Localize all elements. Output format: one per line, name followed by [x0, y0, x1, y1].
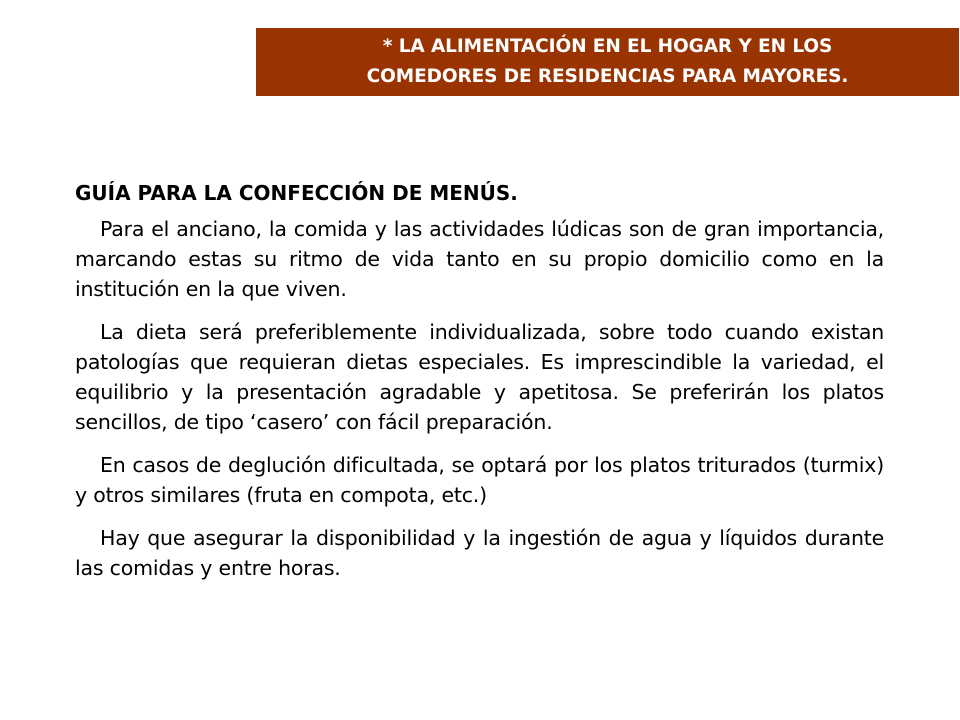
paragraph-3: En casos de deglución dificultada, se optará por los platos triturados (turmix) y otros similares (fruta en compota, etc.): [75, 453, 884, 507]
header-title-line-2: COMEDORES DE RESIDENCIAS PARA MAYORES.: [366, 66, 849, 87]
paragraph-4: Hay que asegurar la disponibilidad y la ingestión de agua y líquidos durante las comidas y entre horas.: [75, 526, 884, 580]
main-content: [75, 178, 884, 596]
header-banner: [256, 28, 959, 96]
section-title: GUÍA PARA LA CONFECCIÓN DE MENÚS.: [75, 181, 518, 205]
paragraph-1: Para el anciano, la comida y las actividades lúdicas son de gran importancia, marcando estas su ritmo de vida tanto en su propio domicilio como en la institución en la que viven.: [75, 217, 884, 301]
header-title-line-1: * LA ALIMENTACIÓN EN EL HOGAR Y EN LOS: [382, 36, 833, 57]
paragraph-2: La dieta será preferiblemente individualizada, sobre todo cuando existan patologías que requieran dietas especiales. Es imprescindible la variedad, el equilibrio y la presentación agradable y apetitosa. Se preferirán los platos sencillos, de tipo ‘casero’ con fácil preparación.: [75, 320, 884, 434]
